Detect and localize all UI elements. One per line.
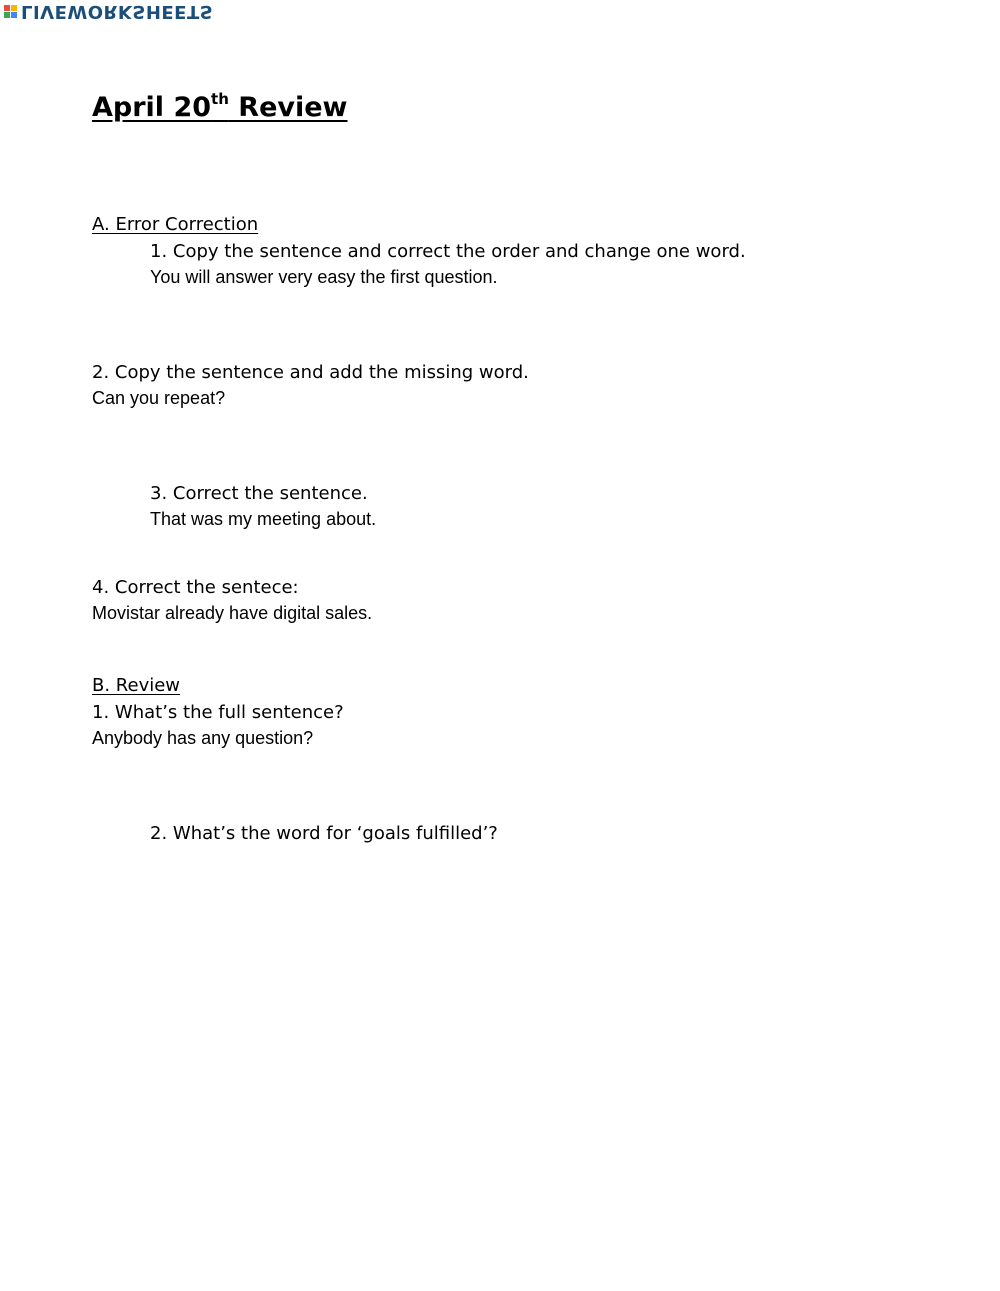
logo-text: LIVEWORKSHEETS [21,1,214,22]
section-a-item-1-instruction: 1. Copy the sentence and correct the order and change one word. [150,241,746,262]
section-a-item-4-instruction: 4. Correct the sentece: [92,577,299,598]
section-b-heading: B. Review [92,675,181,696]
section-a-item-4-sentence: Movistar already have digital sales. [92,603,373,623]
logo-square-yellow [11,5,17,11]
section-a-item-3-sentence: That was my meeting about. [150,509,377,529]
section-b-item-1-sentence: Anybody has any question? [92,728,314,748]
section-a-item-3-instruction: 3. Correct the sentence. [150,483,368,504]
logo-square-red [4,5,10,11]
liveworksheets-logo [4,2,213,20]
logo-square-blue [11,12,17,18]
section-b-item-1-instruction: 1. What’s the full sentence? [92,702,344,723]
section-a-item-2-sentence: Can you repeat? [92,388,226,408]
page-title [92,92,348,123]
title-superscript: th [211,90,229,108]
title-main: April 20 [92,92,212,123]
logo-grid-icon [4,5,17,18]
section-a-item-1-sentence: You will answer very easy the first question. [150,267,498,287]
section-a-item-2-instruction: 2. Copy the sentence and add the missing word. [92,362,529,383]
section-a-heading: A. Error Correction [92,214,259,235]
logo-square-green [4,12,10,18]
section-b-item-2-instruction: 2. What’s the word for ‘goals fulfilled’? [150,823,498,844]
title-rest: Review [228,92,348,123]
